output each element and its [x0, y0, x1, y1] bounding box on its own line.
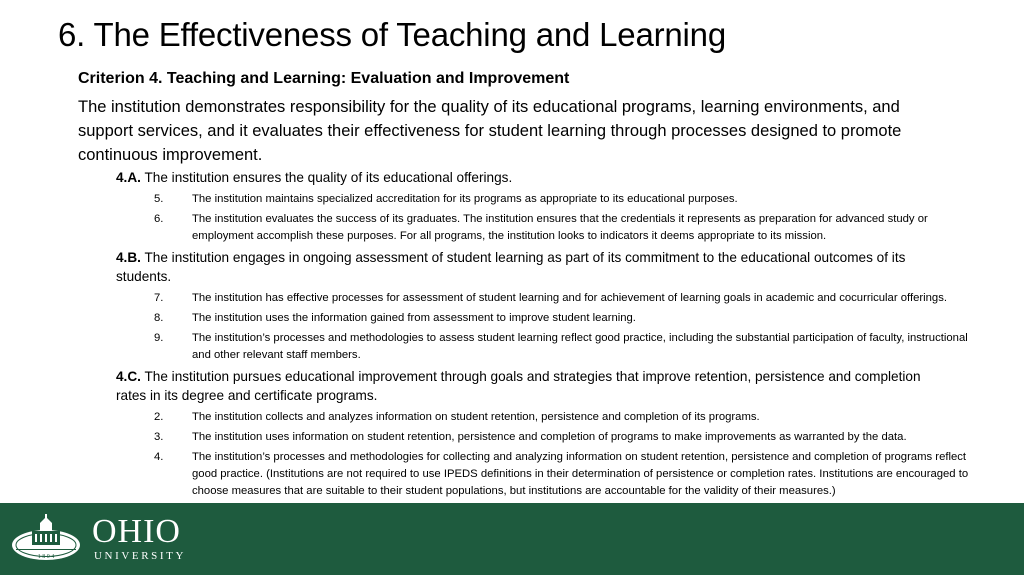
list-item — [116, 290, 976, 307]
list-item — [116, 409, 976, 426]
item-number: 8. — [154, 311, 164, 324]
logo-wordmark-ohio: OHIO — [92, 513, 181, 550]
section-4a — [116, 168, 976, 245]
section-heading — [116, 248, 946, 287]
item-text: The institution maintains specialized accreditation for its programs as appropriate to its educational purposes. — [192, 192, 738, 205]
item-number: 9. — [154, 331, 164, 344]
section-label: 4.B. — [116, 249, 141, 265]
section-4c — [116, 367, 976, 500]
item-text: The institution has effective processes for assessment of student learning and for achievement of learning goals in academic and cocurricular offerings. — [192, 291, 948, 304]
section-text: The institution ensures the quality of its educational offerings. — [140, 170, 513, 185]
section-text: The institution pursues educational improvement through goals and strategies that improve retention, persistence and completion rates in its degree and certificate programs. — [116, 368, 921, 403]
list-item — [116, 429, 976, 446]
item-text: The institution uses the information gained from assessment to improve student learning. — [192, 311, 636, 324]
seal-year: 1 8 0 4 — [37, 554, 55, 560]
section-heading — [116, 367, 946, 406]
criterion-title: Criterion 4. Teaching and Learning: Evaluation and Improvement — [78, 70, 570, 87]
item-number: 2. — [154, 410, 164, 423]
list-item — [116, 191, 976, 208]
section-label: 4.C. — [116, 368, 141, 384]
section-text: The institution engages in ongoing assessment of student learning as part of its commitment to the educational outcomes of its students. — [116, 249, 906, 284]
criterion-intro: The institution demonstrates responsibility for the quality of its educational programs, learning environments, and support services, and it evaluates their effectiveness for student learning through processes designed to promote continuous improvement. — [78, 98, 902, 164]
list-item — [116, 449, 976, 500]
item-text: The institution’s processes and methodologies to assess student learning reflect good practice, including the substantial participation of faculty, instructional and other relevant staff members. — [192, 331, 968, 361]
item-text: The institution’s processes and methodologies for collecting and analyzing information on student retention, persistence and completion of programs reflect good practice. (Institutions are not required to use IPEDS definitions in their determination of persistence or completion rates. Institutions are encouraged to choose measures that are suitable to their student populations, but institutions are accountable for the validity of their measures.) — [192, 450, 969, 497]
item-text: The institution uses information on student retention, persistence and completion of programs to make improvements as warranted by the data. — [192, 430, 907, 443]
section-heading — [116, 168, 946, 188]
university-seal-icon — [10, 513, 82, 568]
item-number: 3. — [154, 430, 164, 443]
item-text: The institution evaluates the success of its graduates. The institution ensures that the credentials it represents as preparation for advanced study or employment accomplish these purposes. For all programs, the institution looks to indicators it deems appropriate to its mission. — [192, 212, 928, 242]
list-item — [116, 330, 976, 364]
item-number: 6. — [154, 212, 164, 225]
footer-bar — [0, 503, 1024, 575]
item-number: 7. — [154, 291, 164, 304]
logo-wordmark-university: UNIVERSITY — [94, 550, 186, 562]
list-item — [116, 211, 976, 245]
section-4b — [116, 248, 976, 364]
slide-title: 6. The Effectiveness of Teaching and Learning — [58, 16, 726, 53]
item-number: 5. — [154, 192, 164, 205]
criterion-sections — [116, 168, 976, 503]
list-item — [116, 310, 976, 327]
item-text: The institution collects and analyzes information on student retention, persistence and completion of its programs. — [192, 410, 760, 423]
section-label: 4.A. — [116, 170, 141, 185]
item-number: 4. — [154, 450, 164, 463]
